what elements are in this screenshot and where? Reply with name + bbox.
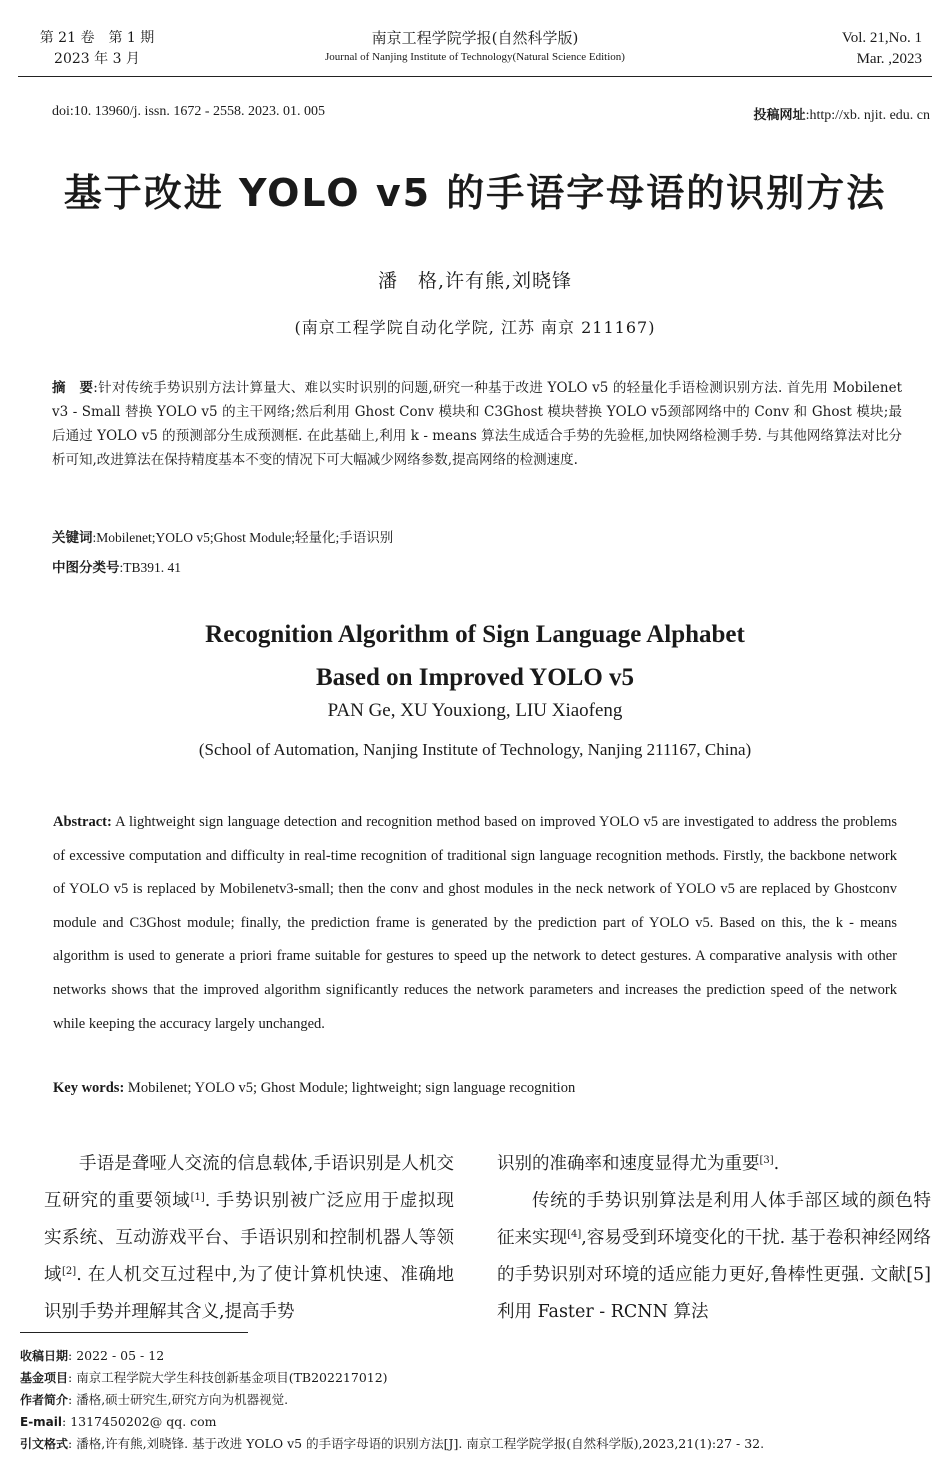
body-text: ,容易受到环境变化的干扰. 基于卷积神经网络的手势识别对环境的适应能力更好,鲁棒性更强. 文献[5]利用 Faster - RCNN 算法	[497, 1228, 932, 1322]
body-text: 手语是聋哑人交流的信息载体,手语识别是人机交互研究的重要领域	[44, 1154, 454, 1211]
journal-name-cn: 南京工程学院学报(自然科学版)	[371, 29, 579, 47]
keywords-cn-label: 关键词	[52, 530, 93, 546]
classification-cn	[52, 556, 181, 576]
classification-cn-text: :TB391. 41	[119, 560, 182, 575]
body-column-left	[44, 1146, 454, 1331]
paper-title-en-line1: Recognition Algorithm of Sign Language Alphabet	[205, 621, 745, 648]
header-rule	[18, 76, 932, 77]
body-column-right	[497, 1146, 931, 1331]
keywords-cn-text: :Mobilenet;YOLO v5;Ghost Module;轻量化;手语识别	[92, 530, 394, 545]
issue-info-cn	[22, 28, 172, 70]
paper-title-en	[0, 613, 950, 699]
site-url[interactable]: :http://xb. njit. edu. cn	[805, 108, 930, 123]
footnote-rule	[20, 1332, 248, 1333]
citation-ref[interactable]: [4]	[567, 1229, 582, 1240]
footnotes	[20, 1345, 935, 1455]
keywords-cn	[52, 526, 393, 546]
journal-name	[240, 27, 710, 65]
footnote-label: E-mail	[20, 1415, 63, 1429]
authors-cn: 潘 格,许有熊,刘晓锋	[377, 270, 573, 292]
body-text: . 在人机交互过程中,为了使计算机快速、准确地识别手势并理解其含义,提高手势	[44, 1265, 455, 1322]
abstract-en-label: Abstract:	[53, 814, 112, 830]
affiliation-en: (School of Automation, Nanjing Institute of Technology, Nanjing 211167, China)	[198, 740, 752, 759]
date-cn: 2023 年 3 月	[54, 51, 140, 67]
abstract-en-text: A lightweight sign language detection and recognition method based on improved YOLO v5 are investigated to address the problems of excessive computation and difficulty in real-time recognition of traditional sign language recognition methods. Firstly, the backbone network of YOLO v5 is replaced by Mobilenetv3-small; then the conv and ghost modules in the neck network of YOLO v5 are replaced by Ghostconv module and C3Ghost module; finally, the prediction frame is generated by the prediction part of YOLO v5. Based on this, the k - means algorithm is used to generate a priori frame suitable for gestures to speed up the network to detect gestures. A comparative analysis with other networks shows that the improved algorithm significantly reduces the network parameters and increases the prediction speed of the network while keeping the accuracy largely unchanged.	[53, 814, 897, 1032]
footnote-value: : 潘格,许有熊,刘晓锋. 基于改进 YOLO v5 的手语字母语的识别方法[J]. 南京工程学院学报(自然科学版),2023,21(1):27 - 32.	[68, 1436, 765, 1451]
paper-title-cn: 基于改进 YOLO v5 的手语字母语的识别方法	[63, 171, 887, 215]
abstract-cn-label: 摘 要	[52, 380, 94, 396]
footnote-value: : 南京工程学院大学生科技创新基金项目(TB202217012)	[68, 1370, 388, 1385]
footnote-value[interactable]: : 1317450202@ qq. com	[62, 1414, 217, 1429]
authors-en: PAN Ge, XU Youxiong, LIU Xiaofeng	[327, 700, 623, 721]
body-text: 识别的准确率和速度显得尤为重要	[497, 1154, 760, 1174]
keywords-en-text: Mobilenet; YOLO v5; Ghost Module; lightweight; sign language recognition	[124, 1080, 576, 1096]
body-paragraph	[497, 1183, 931, 1331]
footnote-label: 基金项目	[20, 1371, 69, 1385]
footnote-label: 收稿日期	[20, 1349, 69, 1363]
volume-cn: 第 21 卷 第 1 期	[39, 30, 155, 46]
submission-site	[754, 104, 930, 124]
body-text: 传统的手势识别算法是利用人体手部区域的颜色特征来实现	[497, 1191, 931, 1248]
site-label: 投稿网址	[753, 108, 806, 123]
footnote-value: : 潘格,硕士研究生,研究方向为机器视觉.	[68, 1392, 289, 1407]
abstract-cn-text: :针对传统手势识别方法计算量大、难以实时识别的问题,研究一种基于改进 YOLO v5 的轻量化手语检测识别方法. 首先用 Mobilenet v3 - Small 替换 YOLO v5 的主干网络;然后利用 Ghost Conv 模块和 C3Ghost 模块替换 YOLO v5颈部网络中的 Conv 和 Ghost 模块;最后通过 YOLO v5 的预测部分生成预测框. 在此基础上,利用 k - means 算法生成适合手势的先验框,加快网络检测手势. 与其他网络算法对比分析可知,改进算法在保持精度基本不变的情况下可大幅减少网络参数,提高网络的检测速度.	[52, 380, 903, 468]
body-paragraph	[44, 1146, 454, 1331]
footnote-citation	[20, 1433, 935, 1455]
abstract-cn	[52, 376, 902, 472]
footnote-label: 作者简介	[20, 1393, 69, 1407]
body-text: .	[773, 1154, 780, 1174]
footnote-fund	[20, 1367, 935, 1389]
doi: doi:10. 13960/j. issn. 1672 - 2558. 2023. 01. 005	[52, 104, 326, 119]
keywords-en	[53, 1080, 575, 1097]
abstract-en	[53, 806, 897, 1041]
classification-cn-label: 中图分类号	[52, 560, 120, 576]
keywords-en-label: Key words:	[53, 1080, 125, 1096]
citation-ref[interactable]: [3]	[759, 1155, 774, 1166]
footnote-label: 引文格式	[20, 1437, 69, 1451]
date-en: Mar. ,2023	[856, 51, 922, 67]
paper-title-en-line2: Based on Improved YOLO v5	[315, 664, 635, 691]
footnote-author	[20, 1389, 935, 1411]
citation-ref[interactable]: [1]	[190, 1192, 205, 1203]
footnote-email	[20, 1411, 935, 1433]
journal-name-en: Journal of Nanjing Institute of Technology(Natural Science Edition)	[325, 51, 625, 63]
volume-en: Vol. 21,No. 1	[841, 30, 922, 46]
affiliation-cn: (南京工程学院自动化学院, 江苏 南京 211167)	[294, 318, 656, 337]
footnote-received	[20, 1345, 935, 1367]
citation-ref[interactable]: [2]	[62, 1266, 77, 1277]
footnote-value: : 2022 - 05 - 12	[68, 1348, 165, 1363]
issue-info-en	[842, 28, 922, 70]
body-text: . 手势识别被广泛应用于虚拟现实系统、互动游戏平台、手语识别和控制机器人等领域	[44, 1191, 455, 1285]
body-paragraph	[497, 1146, 931, 1183]
